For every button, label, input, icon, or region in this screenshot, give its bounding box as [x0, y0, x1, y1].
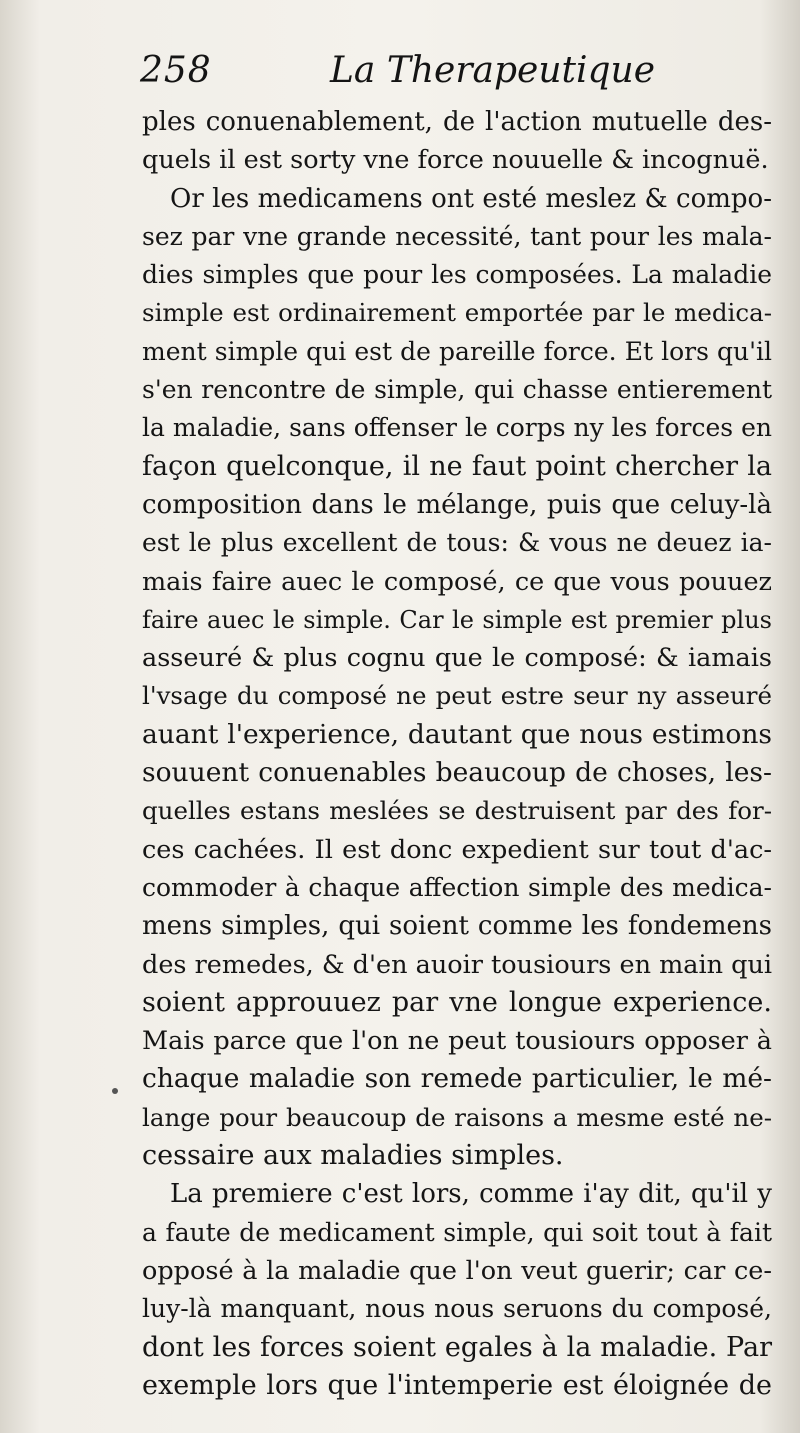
text-line: est le plus excellent de tous: & vous ne deuez ia- — [142, 528, 772, 558]
text-line: chaque maladie son remede particulier, le mé- — [142, 1063, 772, 1095]
text-line: des remedes, & d'en auoir tousiours en main qui — [142, 949, 773, 980]
text-line: façon quelconque, il ne faut point chercher la — [142, 450, 772, 482]
text-line: commoder à chaque affection simple des medica- — [142, 872, 772, 902]
text-line: La premiere c'est lors, comme i'ay dit, qu'il y — [170, 1179, 772, 1210]
text-line: simple est ordinairement emportée par le medica- — [142, 298, 772, 328]
text-line: quels il est sorty vne force nouuelle & incognuë. — [142, 145, 769, 176]
text-line: Mais parce que l'on ne peut tousiours opposer à — [142, 1026, 772, 1057]
margin-mark — [112, 1088, 118, 1094]
text-line: faire auec le simple. Car le simple est premier plus — [142, 605, 772, 634]
text-line: souuent conuenables beaucoup de choses, les- — [142, 757, 772, 789]
text-line: asseuré & plus cognu que le composé: & iamais — [142, 643, 772, 674]
text-line: ples conuenablement, de l'action mutuelle des- — [142, 107, 772, 137]
text-line: dont les forces soient egales à la maladie. Par — [142, 1331, 772, 1363]
text-line: mens simples, qui soient comme les fondemens — [142, 911, 772, 942]
text-line: cessaire aux maladies simples. — [142, 1140, 564, 1172]
text-line: ment simple qui est de pareille force. Et lors qu'il — [142, 336, 772, 366]
text-line: ces cachées. Il est donc expedient sur tout d'ac- — [142, 834, 772, 865]
text-line: Or les medicamens ont esté meslez & compo- — [170, 183, 772, 214]
text-line: mais faire auec le composé, ce que vous pouuez — [142, 566, 772, 597]
text-line: a faute de medicament simple, qui soit tout à fait — [142, 1217, 772, 1247]
text-line: opposé à la maladie que l'on veut guerir; car ce- — [142, 1255, 772, 1286]
text-line: soient approuuez par vne longue experience. — [142, 986, 772, 1018]
text-line: lange pour beaucoup de raisons a mesme esté ne- — [142, 1102, 772, 1132]
text-line: dies simples que pour les composées. La maladie — [142, 260, 772, 290]
page-header — [140, 50, 660, 100]
text-line: sez par vne grande necessité, tant pour les mala- — [142, 221, 772, 251]
text-line: auant l'experience, dautant que nous estimons — [142, 718, 772, 750]
text-line: composition dans le mélange, puis que celuy-là — [142, 489, 772, 520]
text-line: l'vsage du composé ne peut estre seur ny asseuré — [142, 681, 772, 711]
running-title: La Therapeutique — [330, 50, 656, 91]
text-line: exemple lors que l'intemperie est éloignée de — [142, 1369, 772, 1401]
body-text — [142, 103, 772, 1405]
text-line: quelles estans meslées se destruisent par des for- — [142, 796, 772, 826]
text-line: la maladie, sans offenser le corps ny les forces en — [142, 413, 772, 443]
page-number: 258 — [140, 50, 212, 91]
text-line: luy-là manquant, nous nous seruons du composé, — [142, 1294, 772, 1324]
text-line: s'en rencontre de simple, qui chasse entierement — [142, 375, 772, 405]
